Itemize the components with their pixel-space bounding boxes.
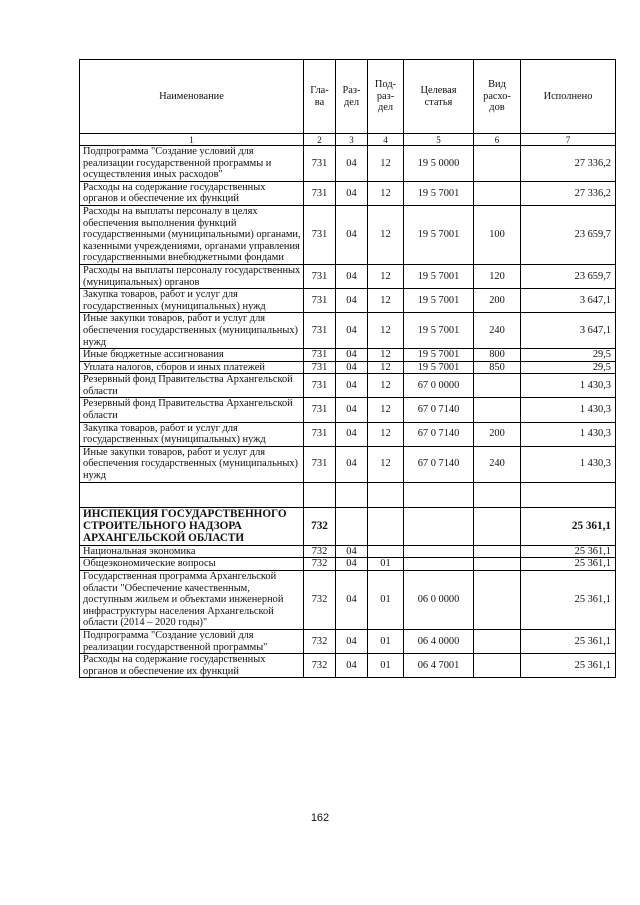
cell-name: ИНСПЕКЦИЯ ГОСУДАРСТВЕННОГО СТРОИТЕЛЬНОГО НАДЗОРА АРХАНГЕЛЬСКОЙ ОБЛАСТИ — [80, 507, 304, 545]
cell-podrazdel: 01 — [368, 654, 404, 678]
cell-razdel: 04 — [336, 349, 368, 362]
cell-glava: 731 — [304, 398, 336, 422]
column-number: 2 — [304, 134, 336, 146]
cell-name: Расходы на содержание государственных органов и обеспечение их функций — [80, 181, 304, 205]
table-row — [80, 374, 616, 398]
cell-statya: 19 5 7001 — [404, 349, 474, 362]
cell-ispolneno: 3 647,1 — [521, 289, 616, 313]
cell-glava: 731 — [304, 146, 336, 182]
header-vid — [474, 60, 521, 134]
cell-razdel: 04 — [336, 630, 368, 654]
table-row — [80, 181, 616, 205]
header-line: Наименование — [159, 90, 224, 102]
header-line: Гла- — [310, 84, 329, 96]
cell-vid — [474, 181, 521, 205]
column-number: 1 — [80, 134, 304, 146]
cell-statya: 19 5 7001 — [404, 181, 474, 205]
cell-razdel: 04 — [336, 422, 368, 446]
cell-name: Подпрограмма "Создание условий для реализации государственной программы" — [80, 630, 304, 654]
cell-razdel: 04 — [336, 264, 368, 288]
cell-name: Иные закупки товаров, работ и услуг для обеспечения государственных (муниципальных) нужд — [80, 446, 304, 482]
header-line: Раз- — [342, 84, 361, 96]
table-row — [80, 146, 616, 182]
cell-vid: 240 — [474, 313, 521, 349]
cell-ispolneno: 25 361,1 — [521, 507, 616, 545]
cell-glava: 731 — [304, 422, 336, 446]
cell-podrazdel: 12 — [368, 181, 404, 205]
cell-vid — [474, 398, 521, 422]
cell-statya: 67 0 7140 — [404, 398, 474, 422]
cell-ispolneno: 1 430,3 — [521, 374, 616, 398]
cell-razdel — [336, 507, 368, 545]
cell-razdel: 04 — [336, 571, 368, 630]
cell-vid — [474, 630, 521, 654]
table-body — [80, 134, 616, 678]
cell-statya: 19 5 7001 — [404, 205, 474, 264]
cell-statya: 19 5 7001 — [404, 264, 474, 288]
cell-statya: 67 0 7140 — [404, 446, 474, 482]
cell-ispolneno: 23 659,7 — [521, 205, 616, 264]
cell-razdel: 04 — [336, 313, 368, 349]
cell-razdel: 04 — [336, 654, 368, 678]
header-line: дов — [489, 102, 505, 114]
table-row — [80, 654, 616, 678]
cell-name: Государственная программа Архангельской области "Обеспечение качественным, доступным жильем и объектами инженерной инфраструктуры населения Архангельской области (2014 – 2020 годы)" — [80, 571, 304, 630]
cell-podrazdel: 12 — [368, 349, 404, 362]
cell-statya: 19 5 0000 — [404, 146, 474, 182]
cell-vid: 200 — [474, 289, 521, 313]
table-row — [80, 507, 616, 545]
cell-vid — [474, 558, 521, 571]
cell-glava: 731 — [304, 361, 336, 374]
table-row — [80, 571, 616, 630]
cell-name: Расходы на выплаты персоналу в целях обеспечения выполнения функций государственными (муниципальными) органами, казенными учреждениями, органами управления государственными внебюджетными фондами — [80, 205, 304, 264]
cell-glava: 732 — [304, 545, 336, 558]
column-number: 5 — [404, 134, 474, 146]
cell-razdel: 04 — [336, 146, 368, 182]
header-statya — [404, 60, 474, 134]
table-row — [80, 205, 616, 264]
budget-table — [79, 59, 616, 678]
header-line: Исполнено — [543, 90, 593, 102]
cell-podrazdel — [368, 545, 404, 558]
header-name — [80, 60, 304, 134]
cell-glava — [304, 482, 336, 507]
cell-name: Закупка товаров, работ и услуг для государственных (муниципальных) нужд — [80, 422, 304, 446]
cell-razdel: 04 — [336, 205, 368, 264]
table-row — [80, 422, 616, 446]
header-row — [80, 60, 616, 134]
cell-statya: 06 4 0000 — [404, 630, 474, 654]
cell-glava: 731 — [304, 349, 336, 362]
cell-podrazdel — [368, 507, 404, 545]
cell-name: Резервный фонд Правительства Архангельской области — [80, 398, 304, 422]
cell-podrazdel: 12 — [368, 289, 404, 313]
cell-statya: 67 0 0000 — [404, 374, 474, 398]
table-row — [80, 398, 616, 422]
header-line: раз- — [376, 90, 395, 102]
cell-podrazdel — [368, 482, 404, 507]
table-row — [80, 313, 616, 349]
cell-ispolneno: 1 430,3 — [521, 446, 616, 482]
cell-vid — [474, 545, 521, 558]
header-line: расхо- — [483, 90, 511, 102]
cell-statya — [404, 482, 474, 507]
table-row — [80, 545, 616, 558]
cell-glava: 731 — [304, 313, 336, 349]
cell-statya: 67 0 7140 — [404, 422, 474, 446]
header-line: Вид — [488, 79, 506, 91]
table-row — [80, 361, 616, 374]
header-line: ва — [314, 96, 325, 108]
header-line: дел — [343, 96, 360, 108]
cell-razdel: 04 — [336, 558, 368, 571]
cell-name: Национальная экономика — [80, 545, 304, 558]
cell-ispolneno: 1 430,3 — [521, 398, 616, 422]
cell-glava: 731 — [304, 446, 336, 482]
header-line: статья — [424, 96, 453, 108]
header-podrazdel — [368, 60, 404, 134]
cell-glava: 732 — [304, 654, 336, 678]
header-razdel — [336, 60, 368, 134]
cell-name: Расходы на выплаты персоналу государственных (муниципальных) органов — [80, 264, 304, 288]
cell-glava: 732 — [304, 507, 336, 545]
cell-ispolneno: 29,5 — [521, 361, 616, 374]
column-number: 7 — [521, 134, 616, 146]
cell-podrazdel: 12 — [368, 205, 404, 264]
cell-razdel: 04 — [336, 446, 368, 482]
cell-ispolneno: 25 361,1 — [521, 558, 616, 571]
cell-name — [80, 482, 304, 507]
cell-statya: 19 5 7001 — [404, 361, 474, 374]
cell-name: Расходы на содержание государственных органов и обеспечение их функций — [80, 654, 304, 678]
header-glava — [304, 60, 336, 134]
cell-razdel: 04 — [336, 289, 368, 313]
page-number: 162 — [310, 812, 330, 824]
cell-vid — [474, 507, 521, 545]
cell-ispolneno: 1 430,3 — [521, 422, 616, 446]
cell-statya: 19 5 7001 — [404, 289, 474, 313]
column-number: 6 — [474, 134, 521, 146]
cell-podrazdel: 12 — [368, 361, 404, 374]
cell-statya: 19 5 7001 — [404, 313, 474, 349]
cell-glava: 732 — [304, 571, 336, 630]
cell-glava: 732 — [304, 630, 336, 654]
cell-ispolneno: 27 336,2 — [521, 146, 616, 182]
cell-podrazdel: 12 — [368, 313, 404, 349]
cell-ispolneno: 25 361,1 — [521, 630, 616, 654]
cell-statya — [404, 545, 474, 558]
cell-razdel: 04 — [336, 398, 368, 422]
cell-podrazdel: 12 — [368, 422, 404, 446]
cell-razdel: 04 — [336, 361, 368, 374]
cell-ispolneno: 23 659,7 — [521, 264, 616, 288]
cell-statya — [404, 507, 474, 545]
cell-name: Иные бюджетные ассигнования — [80, 349, 304, 362]
cell-name: Подпрограмма "Создание условий для реализации государственной программы и осуществления иных расходов" — [80, 146, 304, 182]
table-row — [80, 482, 616, 507]
table-row — [80, 558, 616, 571]
cell-razdel — [336, 482, 368, 507]
cell-statya — [404, 558, 474, 571]
cell-vid — [474, 571, 521, 630]
cell-razdel: 04 — [336, 374, 368, 398]
cell-glava: 731 — [304, 374, 336, 398]
table-row — [80, 630, 616, 654]
cell-podrazdel: 01 — [368, 558, 404, 571]
column-number: 4 — [368, 134, 404, 146]
cell-ispolneno — [521, 482, 616, 507]
cell-name: Общеэкономические вопросы — [80, 558, 304, 571]
header-ispolneno — [521, 60, 616, 134]
header-line: дел — [377, 102, 394, 114]
header-line: Под- — [374, 79, 397, 91]
cell-podrazdel: 12 — [368, 264, 404, 288]
table-row — [80, 289, 616, 313]
cell-glava: 731 — [304, 289, 336, 313]
cell-vid: 100 — [474, 205, 521, 264]
cell-ispolneno: 25 361,1 — [521, 545, 616, 558]
cell-vid: 800 — [474, 349, 521, 362]
table-row — [80, 349, 616, 362]
cell-ispolneno: 29,5 — [521, 349, 616, 362]
cell-vid — [474, 374, 521, 398]
cell-glava: 732 — [304, 558, 336, 571]
cell-vid: 240 — [474, 446, 521, 482]
cell-vid — [474, 654, 521, 678]
cell-vid: 850 — [474, 361, 521, 374]
column-number: 3 — [336, 134, 368, 146]
cell-glava: 731 — [304, 264, 336, 288]
cell-podrazdel: 01 — [368, 571, 404, 630]
header-line: Целевая — [420, 84, 457, 96]
cell-podrazdel: 12 — [368, 374, 404, 398]
cell-podrazdel: 01 — [368, 630, 404, 654]
cell-ispolneno: 25 361,1 — [521, 654, 616, 678]
cell-name: Уплата налогов, сборов и иных платежей — [80, 361, 304, 374]
cell-podrazdel: 12 — [368, 146, 404, 182]
cell-glava: 731 — [304, 181, 336, 205]
cell-name: Резервный фонд Правительства Архангельской области — [80, 374, 304, 398]
cell-statya: 06 0 0000 — [404, 571, 474, 630]
cell-razdel: 04 — [336, 545, 368, 558]
cell-vid — [474, 146, 521, 182]
column-number-row — [80, 134, 616, 146]
cell-name: Закупка товаров, работ и услуг для государственных (муниципальных) нужд — [80, 289, 304, 313]
cell-vid — [474, 482, 521, 507]
cell-vid: 200 — [474, 422, 521, 446]
cell-podrazdel: 12 — [368, 398, 404, 422]
cell-statya: 06 4 7001 — [404, 654, 474, 678]
cell-glava: 731 — [304, 205, 336, 264]
table-row — [80, 264, 616, 288]
cell-vid: 120 — [474, 264, 521, 288]
cell-ispolneno: 3 647,1 — [521, 313, 616, 349]
cell-name: Иные закупки товаров, работ и услуг для обеспечения государственных (муниципальных) нужд — [80, 313, 304, 349]
cell-ispolneno: 27 336,2 — [521, 181, 616, 205]
cell-ispolneno: 25 361,1 — [521, 571, 616, 630]
table-row — [80, 446, 616, 482]
cell-podrazdel: 12 — [368, 446, 404, 482]
cell-razdel: 04 — [336, 181, 368, 205]
